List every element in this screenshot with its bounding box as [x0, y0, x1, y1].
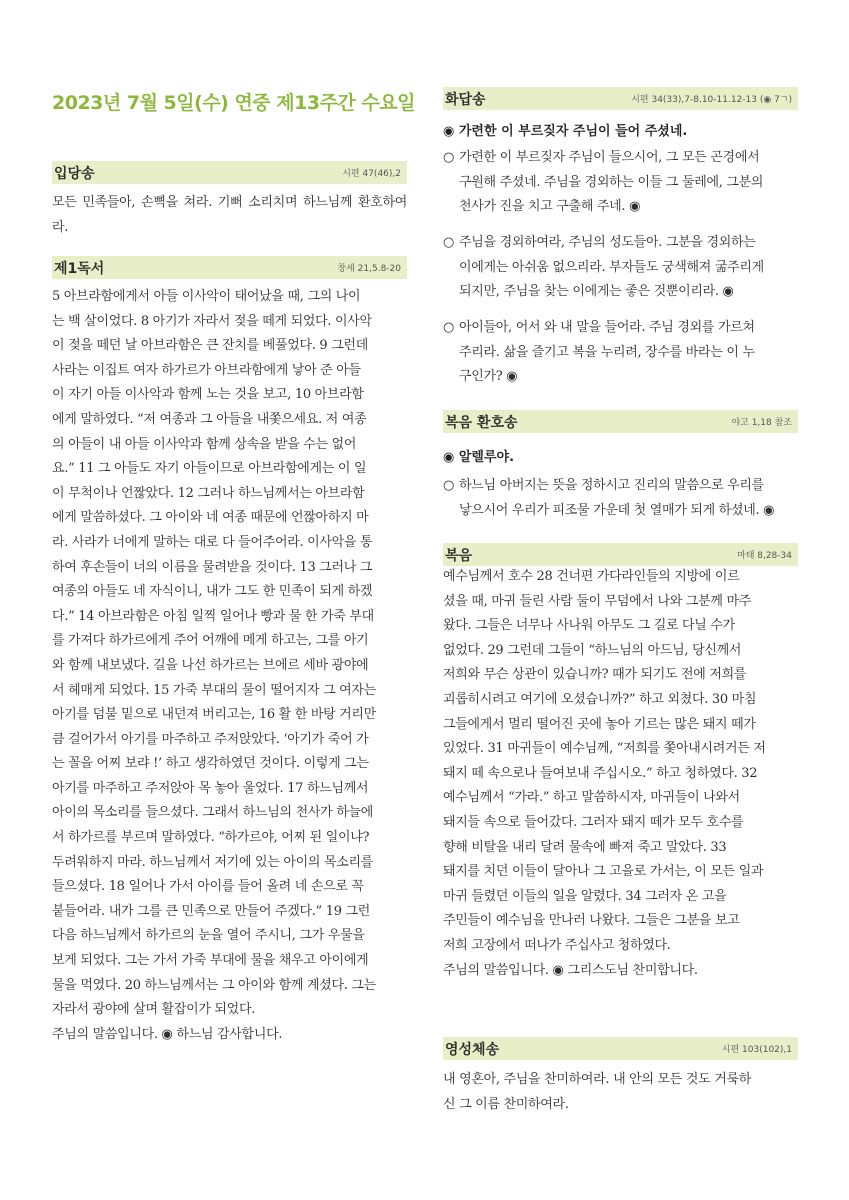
text-line: 여종의 아들도 네 자식이니, 내가 그도 한 민족이 되게 하겠	[52, 584, 373, 600]
responsorial-psalm-header	[443, 87, 798, 110]
text-line: 이 젖을 떼던 날 아브라함은 큰 잔치를 베풀었다. 9 그런데	[52, 338, 368, 354]
verse	[443, 316, 798, 390]
verse-circle-icon: ○	[443, 478, 455, 493]
text-line: 저희 고장에서 떠나가 주십사고 청하였다.	[443, 937, 671, 953]
text-line: 는 백 살이었다. 8 아기가 자라서 젖을 떼게 되었다. 이사악	[52, 313, 372, 329]
text-line: 셨을 때, 마귀 들린 사람 둘이 무덤에서 나와 그분께 마주	[443, 593, 751, 609]
text-line: 는 꼴을 어찌 보랴 !’ 하고 생각하였던 것이다. 이렇게 그는	[52, 756, 369, 772]
page-title: 2023년 7월 5일(수) 연중 제13주간 수요일	[52, 92, 415, 114]
section-reference: 시편 34(33),7-8.10-11.12-13 (◉ 7ㄱ)	[631, 95, 792, 105]
text-line: 라. 사라가 너에게 말하는 대로 다 들어주어라. 이사악을 통	[52, 534, 373, 550]
text-line: 괴롭히시려고 여기에 오셨습니까?” 하고 외쳤다. 30 마침	[443, 691, 757, 707]
entrance-antiphon-header	[52, 161, 407, 184]
text-line: 돼지 떼 속으로나 들여보내 주십시오.” 하고 청하였다. 32	[443, 765, 758, 781]
text-line: 5 아브라함에게서 아들 이사악이 태어났을 때, 그의 나이	[52, 289, 361, 304]
text-line: 돼지들 속으로 들어갔다. 그러자 돼지 떼가 모두 호수를	[443, 814, 744, 830]
text-line: 붙들어라. 내가 그를 큰 민족으로 만들어 주겠다.” 19 그런	[52, 903, 371, 919]
communion-antiphon-text	[443, 1068, 798, 1117]
text-line: 저희와 무슨 상관이 있습니까? 때가 되기도 전에 저희를	[443, 667, 747, 683]
text-line: 예수님께서 호수 28 건너편 가다라인들의 지방에 이르	[443, 569, 740, 584]
text-line: 주님을 경외하여라, 주님의 성도들아. 그분을 경외하는	[459, 235, 756, 250]
text-line: 주민들이 예수님을 만나러 나왔다. 그들은 그분을 보고	[443, 913, 740, 929]
text-line: 천사가 진을 치고 구출해 주네. ◉	[459, 199, 641, 215]
text-line: 주리라. 삶을 즐기고 복을 누리려, 장수를 바라는 이 누	[459, 344, 755, 360]
text-line: 서 하가르를 부르며 말하였다. “하가르야, 어찌 된 일이냐?	[52, 830, 370, 846]
text-line: 향해 비탈을 내리 달려 물속에 빠져 죽고 말았다. 33	[443, 839, 727, 855]
text-line: 다음 하느님께서 하가르의 눈을 열어 주시니, 그가 우물을	[52, 928, 365, 944]
text-line: 이 무척이나 언짢았다. 12 그러나 하느님께서는 아브라함	[52, 485, 365, 501]
text-line: 를 가져다 하가르에게 주어 어깨에 메게 하고는, 그를 아기	[52, 633, 369, 649]
text-line: 아기를 마주하고 주저앉아 목 놓아 울었다. 17 하느님께서	[52, 780, 369, 796]
verse	[443, 474, 798, 523]
text-line: 예수님께서 “가라.” 하고 말씀하시자, 마귀들이 나와서	[443, 790, 740, 806]
verse-circle-icon: ○	[443, 150, 455, 165]
section-reference: 야고 1,18 참조	[731, 418, 792, 428]
verse-circle-icon: ○	[443, 320, 455, 335]
text-line: 에게 말하였다. “저 여종과 그 아들을 내쫓으세요. 저 여종	[52, 411, 367, 427]
first-reading-header	[52, 256, 407, 279]
text-line: 보게 되었다. 그는 가서 가죽 부대에 물을 채우고 아이에게	[52, 953, 369, 969]
text-line: 하느님 아버지는 뜻을 정하시고 진리의 말씀으로 우리를	[459, 478, 764, 493]
text-line: 자라서 광야에 살며 활잡이가 되었다.	[52, 1002, 256, 1018]
text-line: 이에게는 아쉬움 없으리라. 부자들도 궁색해져 굶주리게	[459, 259, 764, 275]
text-line: 아이의 목소리를 들으셨다. 그래서 하느님의 천사가 하늘에	[52, 805, 374, 821]
text-line: 아이들아, 어서 와 내 말을 들어라. 주님 경외를 가르쳐	[459, 320, 755, 335]
verse	[443, 231, 798, 305]
acclamation-response: ◉ 알렐루야.	[443, 450, 515, 465]
text-line: 서 헤매게 되었다. 15 가죽 부대의 물이 떨어지자 그 여자는	[52, 682, 376, 698]
verse-text	[459, 316, 798, 390]
text-line: 와 함께 내보냈다. 길을 나선 하가르는 브에르 세바 광야에	[52, 657, 369, 673]
entrance-antiphon-text: 모든 민족들아, 손뼉을 쳐라. 기뻐 소리치며 하느님께 환호하여라.	[52, 195, 407, 235]
verse-text	[459, 231, 798, 305]
section-name: 입당송	[54, 165, 95, 182]
text-line: 그들에게서 멀리 떨어진 곳에 놓아 기르는 많은 돼지 떼가	[443, 716, 756, 732]
text-line: 주님의 말씀입니다. ◉ 그리스도님 찬미합니다.	[443, 962, 698, 978]
section-reference: 시편 47(46),2	[342, 169, 401, 179]
text-line: 물을 먹였다. 20 하느님께서는 그 아이와 함께 계셨다. 그는	[52, 977, 376, 993]
verse-circle-icon: ○	[443, 235, 455, 250]
text-line: 요.” 11 그 아들도 자기 아들이므로 아브라함에게는 이 일	[52, 461, 367, 477]
gospel-header	[443, 543, 798, 566]
text-line: 되지만, 주님을 찾는 이에게는 좋은 것뿐이리라. ◉	[459, 284, 734, 300]
text-line: 신 그 이름 찬미하여라.	[443, 1096, 569, 1112]
text-line: 있었다. 31 마귀들이 예수님께, “저희를 쫓아내시려거든 저	[443, 741, 766, 757]
text-line: 들으셨다. 18 일어나 가서 아이를 들어 올려 네 손으로 꼭	[52, 879, 364, 895]
text-line: 구원해 주셨네. 주님을 경외하는 이들 그 둘레에, 그분의	[459, 174, 764, 190]
psalm-response: ◉ 가련한 이 부르짖자 주님이 들어 주셨네.	[443, 124, 688, 139]
section-name: 제1독서	[54, 260, 105, 277]
text-line: 주님의 말씀입니다. ◉ 하느님 감사합니다.	[52, 1026, 283, 1042]
text-line: 의 아들이 내 아들 이사악과 함께 상속을 받을 수는 없어	[52, 436, 357, 452]
text-line: 없었다. 29 그런데 그들이 “하느님의 아드님, 당신께서	[443, 642, 742, 658]
text-line: 에게 말씀하셨다. 그 아이와 네 여종 때문에 언짢아하지 마	[52, 510, 369, 526]
text-line: 아기를 덤불 밑으로 내던져 버리고는, 16 활 한 바탕 거리만	[52, 707, 376, 723]
text-line: 다.” 14 아브라함은 아침 일찍 일어나 빵과 물 한 가죽 부대	[52, 608, 374, 624]
section-name: 영성체송	[445, 1041, 500, 1058]
text-line: 낳으시어 우리가 피조물 가운데 첫 열매가 되게 하셨네. ◉	[459, 502, 775, 518]
text-line: 돼지를 치던 이들이 달아나 그 고을로 가서는, 이 모든 일과	[443, 864, 764, 880]
section-reference: 시편 103(102),1	[721, 1045, 792, 1055]
text-line: 큼 걸어가서 아기를 마주하고 주저앉았다. ‘아기가 죽어 가	[52, 731, 369, 747]
section-name: 복음	[445, 547, 473, 564]
section-reference: 창세 21,5.8-20	[337, 264, 401, 274]
section-name: 복음 환호송	[445, 414, 518, 431]
section-reference: 마태 8,28-34	[737, 551, 792, 561]
text-line: 하여 후손들이 너의 이름을 물려받을 것이다. 13 그러나 그	[52, 559, 373, 575]
gospel-acclamation-header	[443, 410, 798, 433]
text-line: 마귀 들렸던 이들의 일을 알렸다. 34 그러자 온 고을	[443, 888, 727, 904]
text-line: 두려워하지 마라. 하느님께서 저기에 있는 아이의 목소리를	[52, 854, 374, 870]
first-reading-text	[52, 285, 407, 1047]
text-line: 가련한 이 부르짖자 주님이 들으시어, 그 모든 곤경에서	[459, 150, 760, 165]
text-line: 사라는 이집트 여자 하가르가 아브라함에게 낳아 준 아들	[52, 362, 361, 378]
text-line: 왔다. 그들은 너무나 사나워 아무도 그 길로 다닐 수가	[443, 618, 735, 634]
section-name: 화답송	[445, 91, 486, 108]
gospel-text	[443, 565, 798, 983]
text-line: 이 자기 아들 이사악과 함께 노는 것을 보고, 10 아브라함	[52, 387, 364, 403]
text-line: 내 영혼아, 주님을 찬미하여라. 내 안의 모든 것도 거룩하	[443, 1072, 751, 1087]
verse-text	[459, 146, 798, 220]
text-line: 구인가? ◉	[459, 369, 518, 385]
communion-antiphon-header	[443, 1037, 798, 1060]
verse-text	[459, 474, 798, 523]
verse	[443, 146, 798, 220]
